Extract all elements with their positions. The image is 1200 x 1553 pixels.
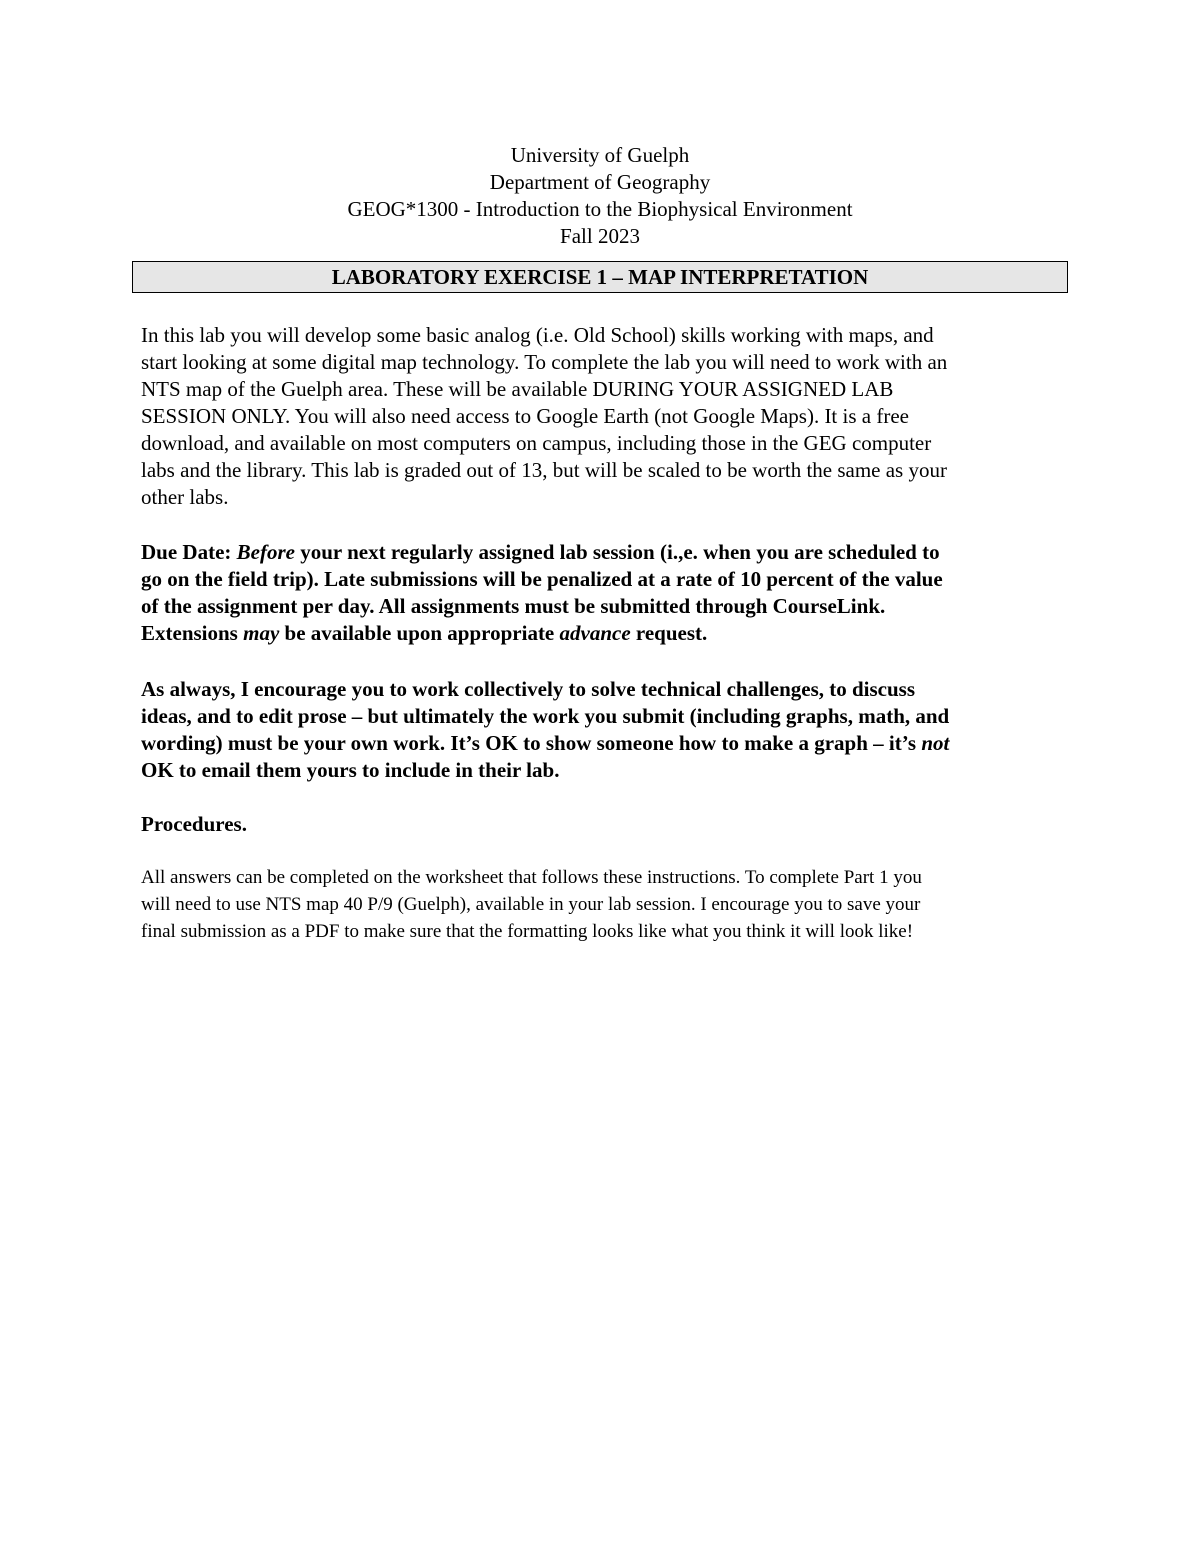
due-emphasis: Before: [236, 540, 295, 564]
term: Fall 2023: [560, 224, 640, 248]
university-name: University of Guelph: [510, 143, 690, 167]
due-text: your next regularly assigned lab session (i.,e. when you are scheduled to: [294, 540, 940, 564]
due-line: go on the field trip). Late submissions will be penalized at a rate of 10 percent of the value: [141, 567, 943, 591]
answers-paragraph: [141, 864, 1071, 945]
intro-line: SESSION ONLY. You will also need access to Google Earth (not Google Maps). It is a free: [141, 404, 909, 428]
collab-text: wording) must be your own work. It’s OK to show someone how to make a graph – it’s: [141, 731, 922, 755]
intro-line: labs and the library. This lab is graded out of 13, but will be scaled to be worth the same as your: [141, 458, 947, 482]
intro-line: download, and available on most computers on campus, including those in the GEG computer: [141, 431, 932, 455]
intro-paragraph: [141, 322, 1071, 511]
intro-line: start looking at some digital map technology. To complete the lab you will need to work with an: [141, 350, 948, 374]
due-emphasis: advance: [559, 621, 631, 645]
intro-line: In this lab you will develop some basic analog (i.e. Old School) skills working with maps, and: [141, 323, 934, 347]
due-line: [141, 539, 1071, 566]
due-date-paragraph: [141, 539, 1071, 647]
collab-line: [141, 730, 1071, 757]
collab-line: ideas, and to edit prose – but ultimately the work you submit (including graphs, math, and: [141, 704, 950, 728]
due-text: request.: [630, 621, 708, 645]
answers-line: final submission as a PDF to make sure that the formatting looks like what you think it will look like!: [141, 921, 914, 942]
document-header: [0, 142, 1200, 250]
answers-line: will need to use NTS map 40 P/9 (Guelph), available in your lab session. I encourage you to save your: [141, 894, 921, 915]
answers-line: All answers can be completed on the worksheet that follows these instructions. To complete Part 1 you: [141, 867, 922, 888]
course-title: GEOG*1300 - Introduction to the Biophysical Environment: [347, 197, 853, 221]
due-line: [141, 620, 1071, 647]
collab-emphasis: not: [921, 731, 950, 755]
due-text: be available upon appropriate: [279, 621, 560, 645]
intro-line: other labs.: [141, 485, 229, 509]
intro-line: NTS map of the Guelph area. These will be available DURING YOUR ASSIGNED LAB: [141, 377, 894, 401]
lab-title: LABORATORY EXERCISE 1 – MAP INTERPRETATION: [132, 261, 1068, 293]
due-label: Due Date:: [141, 540, 237, 564]
due-text: Extensions: [141, 621, 244, 645]
due-emphasis: may: [243, 621, 280, 645]
collab-line: OK to email them yours to include in their lab.: [141, 758, 560, 782]
due-line: of the assignment per day. All assignments must be submitted through CourseLink.: [141, 594, 886, 618]
procedures-heading: Procedures.: [141, 812, 247, 836]
collaboration-paragraph: [141, 676, 1071, 784]
department-name: Department of Geography: [489, 170, 711, 194]
collab-line: As always, I encourage you to work collectively to solve technical challenges, to discuss: [141, 677, 916, 701]
